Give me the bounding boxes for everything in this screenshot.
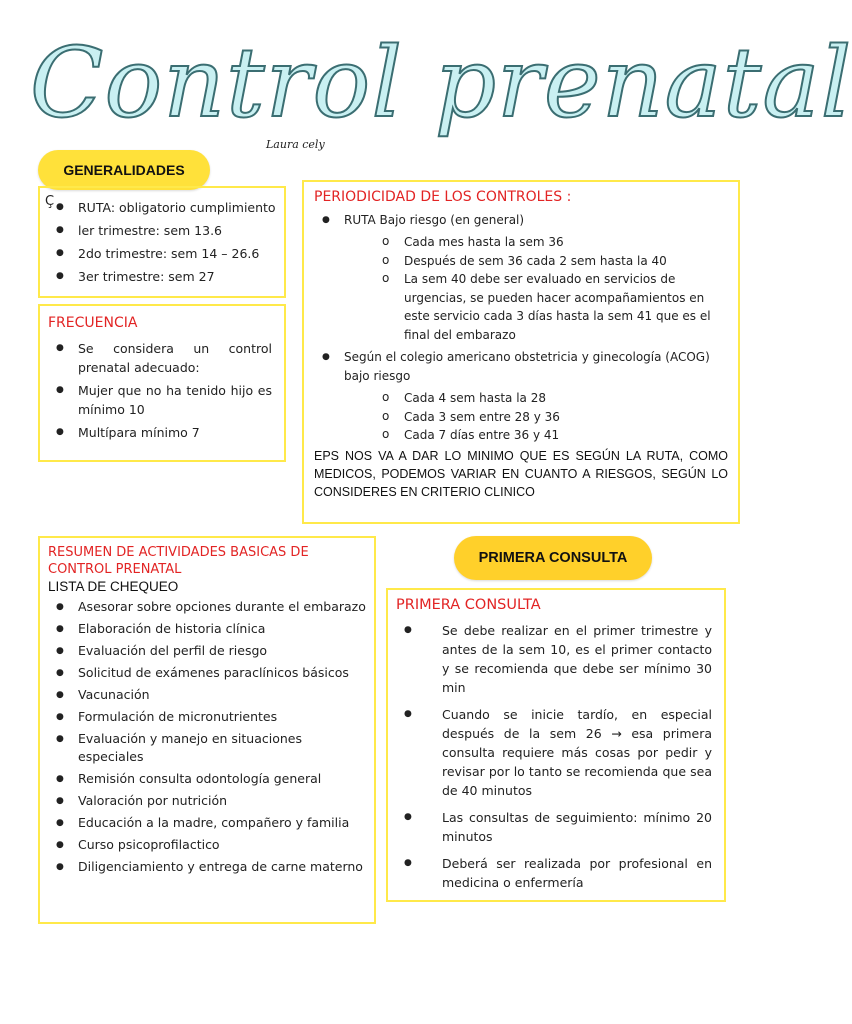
periodicidad-title: PERIODICIDAD DE LOS CONTROLES : [314,189,572,205]
periodicidad-note: EPS NOS VA A DAR LO MINIMO QUE ES SEGÚN LA RUTA, COMO MEDICOS, PODEMOS VARIAR EN CUANTO A RIESGOS, SEGÚN LO CONSIDERES EN CRITERIO CLINICO [314,448,728,499]
list-item: ● Evaluación del perfil de riesgo [48,642,366,660]
list-item: ● Curso psicoprofilactico [48,836,366,854]
resumen-subtitle: LISTA DE CHEQUEO [48,579,179,594]
list-item: ● RUTA: obligatorio cumplimiento [48,198,276,217]
list-item: o Cada 7 días entre 36 y 41 [314,426,728,445]
resumen-title: RESUMEN DE ACTIVIDADES BASICAS DE CONTROL PRENATAL [48,545,309,577]
generalidades-badge-label: GENERALIDADES [63,162,185,178]
list-item: ● 3er trimestre: sem 27 [48,267,276,286]
list-item: ● Se considera un control prenatal adecuado: [48,339,272,377]
list-item [314,348,728,385]
generalidades-badge [38,150,210,190]
resumen-list [48,598,366,876]
list-item: ● Asesorar sobre opciones durante el embarazo [48,598,366,616]
list-item: ● Educación a la madre, compañero y familia [48,814,366,832]
list-item: ● 2do trimestre: sem 14 – 26.6 [48,244,276,263]
list-item: ● ler trimestre: sem 13.6 [48,221,276,240]
list-item: ● Se debe realizar en el primer trimestre y antes de la sem 10, es el primer contacto y se recomienda que debe ser mínimo 30 min [396,621,712,697]
list-item: ● Solicitud de exámenes paraclínicos básicos [48,664,366,682]
periodicidad-box [302,180,740,524]
list-item: o La sem 40 debe ser evaluado en servicios de urgencias, se pueden hacer acompañamientos en este servicio cada 3 días hasta la sem 41 que es el final del embarazo [314,270,728,344]
list-item: ● Mujer que no ha tenido hijo es mínimo 10 [48,381,272,419]
generalidades-list [48,198,276,286]
acog-label: Según el colegio americano obstetricia y ginecología (ACOG) bajo riesgo [344,350,710,383]
periodicidad-ruta-list [314,211,728,230]
list-item: ● Multípara mínimo 7 [48,423,272,442]
ruta-sublist [314,233,728,344]
list-item: ● Valoración por nutrición [48,792,366,810]
ruta-label: RUTA Bajo riesgo (en general) [344,212,525,227]
primera-consulta-title: PRIMERA CONSULTA [396,597,541,613]
list-item: o Después de sem 36 cada 2 sem hasta la 40 [314,252,728,271]
acog-sublist [314,389,728,445]
list-item: ● Las consultas de seguimiento: mínimo 20 minutos [396,808,712,846]
primera-consulta-badge-label: PRIMERA CONSULTA [478,550,628,566]
author-signature: Laura cely [266,138,325,151]
list-item: ● Vacunación [48,686,366,704]
list-item: ● Elaboración de historia clínica [48,620,366,638]
list-item: ● Deberá ser realizada por profesional en medicina o enfermería [396,854,712,892]
resumen-box [38,536,376,924]
list-item: ● Remisión consulta odontología general [48,770,366,788]
generalidades-marker: Ç [45,194,55,209]
primera-consulta-badge [454,536,652,580]
frecuencia-list [48,339,272,442]
list-item: o Cada 4 sem hasta la 28 [314,389,728,408]
frecuencia-box [38,304,286,462]
generalidades-box [38,186,286,298]
primera-consulta-list [396,621,712,892]
frecuencia-title: FRECUENCIA [48,315,138,331]
list-item: ● Cuando se inicie tardío, en especial después de la sem 26 → esa primera consulta requiere más cosas por pedir y revisar por lo tanto se recomienda que sea de 40 minutos [396,705,712,800]
list-item: ● Formulación de micronutrientes [48,708,366,726]
list-item: ● Evaluación y manejo en situaciones especiales [48,730,366,766]
primera-consulta-box [386,588,726,902]
list-item: ● Diligenciamiento y entrega de carne materno [48,858,366,876]
periodicidad-acog-list [314,348,728,385]
list-item: o Cada mes hasta la sem 36 [314,233,728,252]
list-item [314,211,728,230]
page-title: Control prenatal [30,27,852,139]
list-item: o Cada 3 sem entre 28 y 36 [314,408,728,427]
